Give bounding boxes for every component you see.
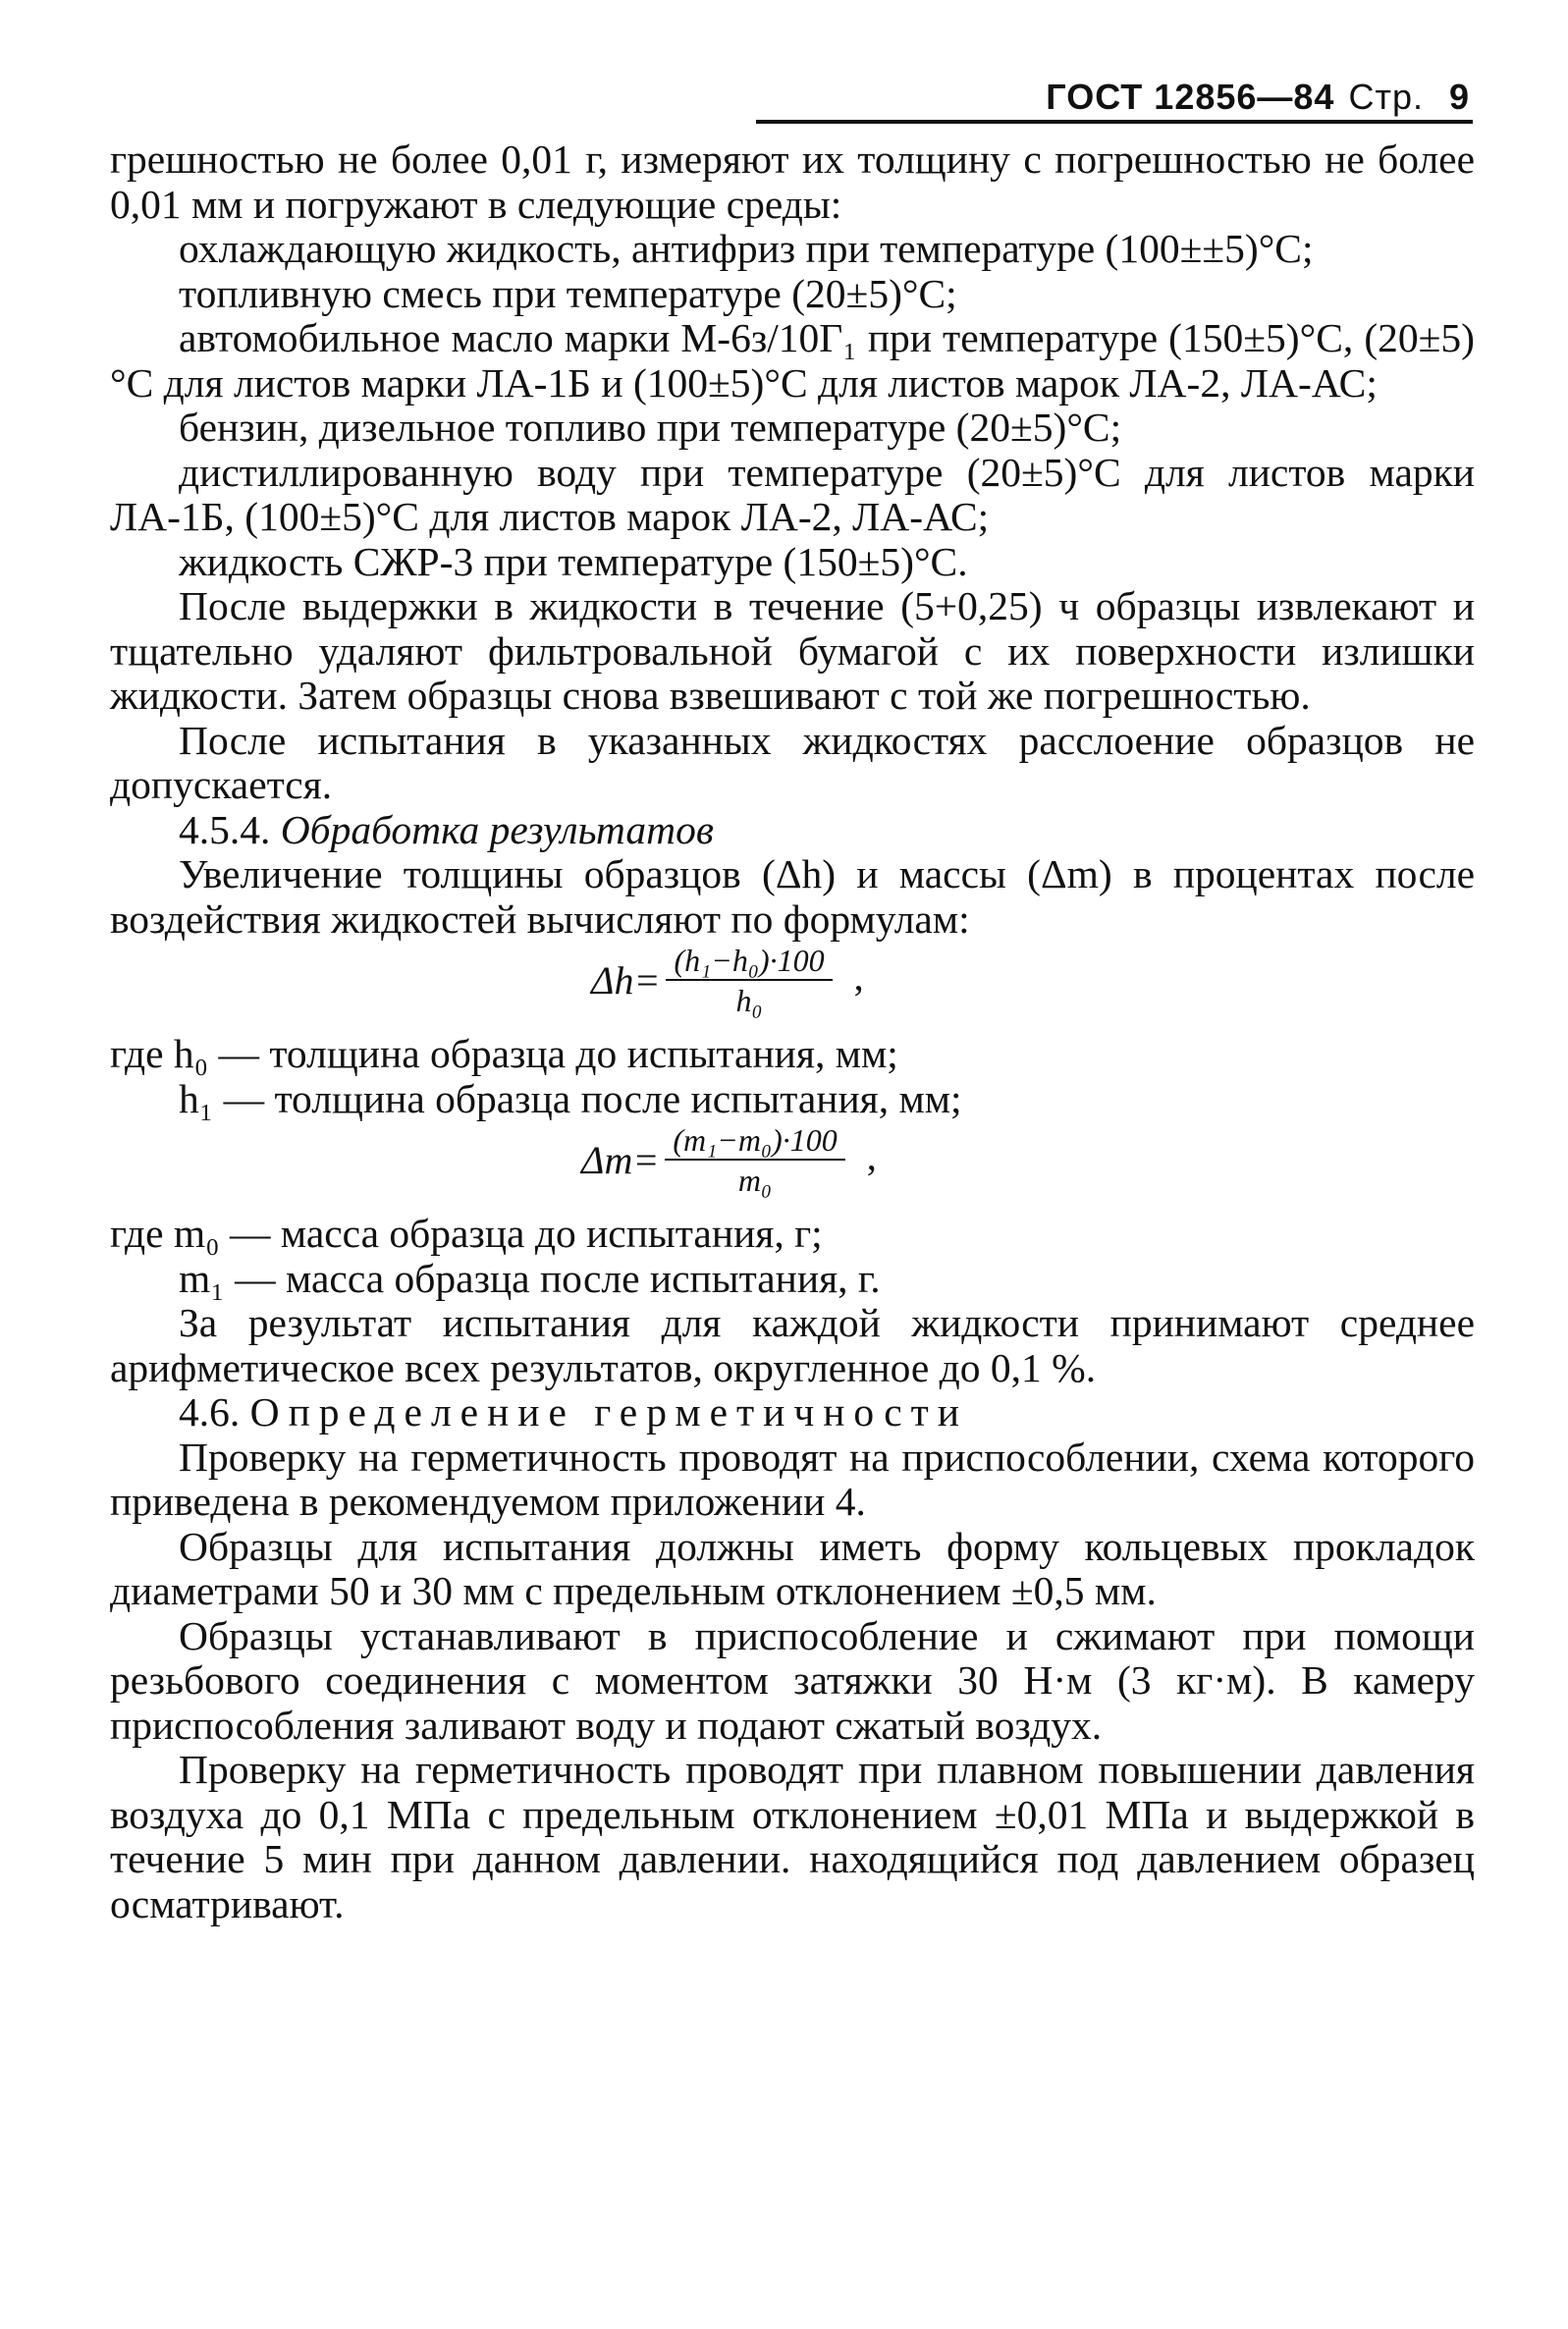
paragraph-pressure-test: Проверку на герметичность проводят при плавном повышении давления воздуха до 0,1 МПа с предельным отклонением ±0,01 МПа и выдержкой в течение 5 мин при данном давлении. находящийся под давлением образец осматривают.	[110, 1747, 1475, 1926]
header-rule	[756, 120, 1473, 124]
medium-coolant: охлаждающую жидкость, антифриз при температуре (100±±5)°С;	[179, 226, 1314, 271]
formula-thickness	[110, 942, 1475, 1032]
document-body	[110, 137, 1475, 1926]
paragraph-sample-shape: Образцы для испытания должны иметь форму кольцевых прокладок диаметрами 50 и 30 мм с предельным отклонением ±0,5 мм.	[110, 1523, 1475, 1613]
section-4-6-heading	[110, 1390, 1475, 1435]
section-number: 4.5.4.	[179, 806, 271, 852]
section-4-5-4-heading	[110, 808, 1475, 853]
medium-fuel-mix: топливную смесь при температуре (20±5)°С;	[179, 270, 957, 316]
paragraph-tightness-device: Проверку на герметичность проводят на приспособлении, схема которого приведена в рекомендуемом приложении 4.	[110, 1434, 1475, 1524]
standard-number: ГОСТ 12856—84	[1046, 77, 1335, 117]
definition-h1: h₁ — толщина образца после испытания, мм;	[179, 1075, 962, 1121]
paragraph-continuation: грешностью не более 0,01 г, измеряют их толщину с погрешностью не более 0,01 мм и погружают в следующие среды:	[110, 136, 1475, 227]
paragraph-soaking: После выдержки в жидкости в течение (5+0,25) ч образцы извлекают и тщательно удаляют фильтровальной бумагой с их поверхности излишки жидкости. Затем образцы снова взвешивают с той же погрешностью.	[110, 583, 1475, 718]
definition-m1: m₁ — масса образца после испытания, г.	[179, 1255, 881, 1301]
medium-motor-oil: автомобильное масло марки М-6з/10Г₁ при температуре (150±5)°С, (20±5)°С для листов марки ЛА-1Б и (100±5)°С для листов марок ЛА-2, ЛА-АС;	[110, 315, 1475, 406]
medium-gasoline: бензин, дизельное топливо при температуре (20±5)°С;	[179, 405, 1122, 450]
paragraph-formula-intro: Увеличение толщины образцов (Δh) и массы (Δm) в процентах после воздействия жидкостей вычисляют по формулам:	[110, 851, 1475, 942]
page-label: Стр.	[1348, 77, 1424, 117]
formula-numerator: (h₁−h₀)·100	[666, 942, 832, 981]
formula-denominator: h₀	[735, 983, 763, 1018]
formula-mass	[110, 1121, 1475, 1212]
page-number: 9	[1448, 77, 1470, 117]
paragraph-delamination: После испытания в указанных жидкостях расслоение образцов не допускается.	[110, 717, 1475, 807]
medium-szhr3: жидкость СЖР-3 при температуре (150±5)°С.	[179, 538, 968, 584]
formula-numerator: (m₁−m₀)·100	[665, 1121, 844, 1161]
section-title: Обработка результатов	[280, 806, 714, 852]
page-header	[1046, 59, 1470, 118]
paragraph-result-average: За результат испытания для каждой жидкости принимают среднее арифметическое всех результатов, округленное до 0,1 %.	[110, 1300, 1475, 1390]
definition-h0: где h₀ — толщина образца до испытания, мм;	[110, 1031, 898, 1076]
medium-distilled-water: дистиллированную воду при температуре (20±5)°С для листов марки ЛА-1Б, (100±5)°С для листов марок ЛА-2, ЛА-АС;	[110, 449, 1475, 539]
section-title: Определение герметичности	[249, 1389, 968, 1435]
formula-lhs: Δm=	[581, 1138, 660, 1183]
formula-tail: ,	[866, 1134, 877, 1179]
formula-tail: ,	[853, 954, 864, 1000]
definition-m0: где m₀ — масса образца до испытания, г;	[110, 1211, 823, 1256]
section-number: 4.6.	[179, 1389, 241, 1435]
formula-lhs: Δh=	[591, 958, 661, 1003]
paragraph-sample-mounting: Образцы устанавливают в приспособление и сжимают при помощи резьбового соединения с моментом затяжки 30 Н·м (3 кг·м). В камеру приспособления заливают воду и подают сжатый воздух.	[110, 1612, 1475, 1748]
formula-denominator: m₀	[737, 1163, 773, 1198]
